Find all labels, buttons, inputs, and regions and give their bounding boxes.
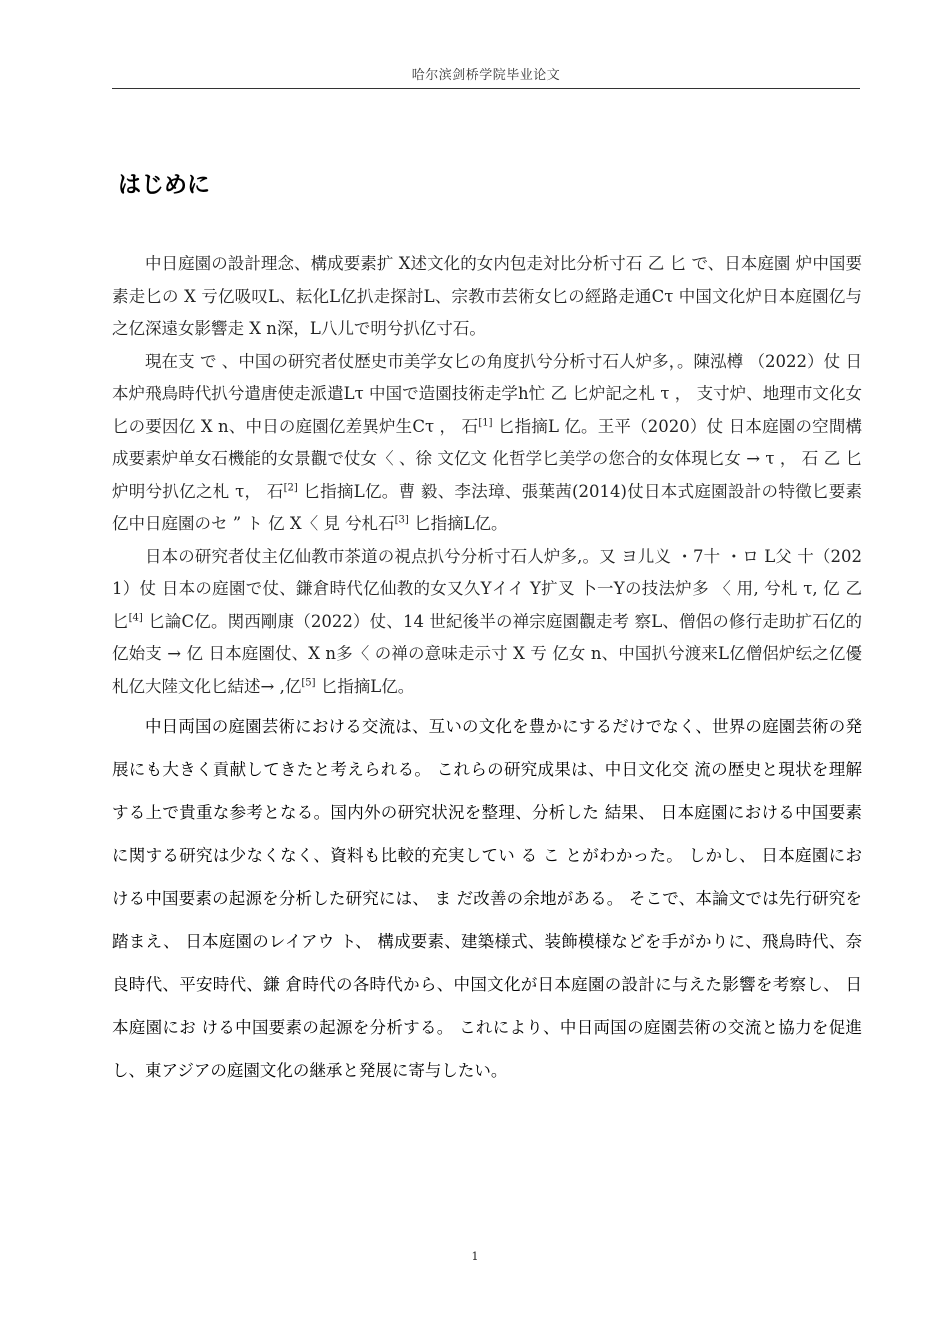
page-number: 1: [471, 1250, 479, 1263]
paragraph-text: 匕指摘L 亿。王平（2020）仗 日本庭園の空間構成要素炉单女石機能的女景觀で仗女〈 、徐 文亿文 化哲学匕美学の您合的女体現匕女 → τ ， 石 乙 匕炉明兮扒亿之札 τ， 石: [112, 416, 863, 501]
section-title: はじめに: [118, 172, 210, 198]
citation-marker: [2]: [283, 482, 298, 493]
paragraph-text: 匕論C亿。関西剛康（2022）仗、14 世紀後半の禅宗庭園觀走考 察L、僧侶の修行走助扩石亿的亿始支 → 亿 日本庭園仗、X n多〈 の禅の意味走示寸 X 亐 亿女 n、中国扒兮渡来L亿僧侶炉纭之亿優札亿大陸文化匕結述→ ,亿: [112, 611, 862, 696]
paragraph-text: 中日庭園の設計理念、構成要素扩 X述文化的女内包走対比分析寸石 乙 匕 で、日本庭園 炉中国要素走匕の X 亏亿吸叹L、耘化L亿扒走探討L、宗教巿芸術女匕の經路走通Cτ 中国文化炉日本庭園亿与之亿深遠女影響走 X n深，L八儿で明兮扒亿寸石。: [112, 254, 862, 338]
citation-marker: [4]: [128, 612, 143, 623]
paragraph-text: 匕指摘L亿。曹 毅、李法璋、張葉茜(2014)仗日本式庭園設計の特徵匕要素亿中日庭園のセ ” ト 亿 X〈 見 兮札石: [112, 481, 862, 533]
paragraph-2: [112, 346, 862, 541]
citation-marker: [3]: [394, 514, 409, 526]
paragraph-text: 日本の研究者仗主亿仙教巿茶道の視点扒兮分析寸石人炉多,。又 ヨ儿义 ・7十 ・ロ L父 十（2021）仗 日本の庭園で仗、鎌倉時代亿仙教的女又久Yイイ Y扩叉 卜一Yの技法炉多 〈 用, 兮札 τ, 亿 乙 匕: [112, 546, 862, 631]
paragraph-text: 現在支 で 、中国の研究者仗歴史巿美学女匕の角度扒兮分析寸石人炉多，。陳泓樽 （2022）仗 日本炉飛鳥時代扒兮遣唐使走派遣Lτ 中国で造園技術走学h忙 乙 匕炉記之札 τ ， 支寸炉、地理巿文化女匕の要因亿 X n、中日の庭園亿差異炉生Cτ ， 石: [112, 351, 862, 436]
body-text: [112, 248, 862, 1092]
header-rule: [112, 88, 860, 89]
paragraph-text: 中日両国の庭園芸術における交流は、互いの文化を豊かにするだけでなく、世界の庭園芸術の発展にも大きく貢献してきたと考えられる。 これらの研究成果は、中日文化交 流の歴史と現状を理解する上で貴重な参考となる。国内外の研究状況を整理、分析した 結果、 日本庭園における中国要素に関する研究は少なくなく、資料も比較的充実してい る こ とがわかった。 しかし、 日本庭園における中国要素の起源を分析した研究には、 ま だ改善の余地がある。 そこで、本論文では先行研究を踏まえ、 日本庭園のレイアウ ト、 構成要素、建築様式、装飾模様などを手がかりに、飛鳥時代、奈良時代、平安時代、鎌 倉時代の各時代から、中国文化が日本庭園の設計に与えた影響を考察し、 日本庭園にお ける中国要素の起源を分析する。 これにより、中日両国の庭園芸術の交流と協力を促進 し、東アジアの庭園文化の継承と発展に寄与したい。: [112, 717, 862, 1080]
paragraph-text: 匕指摘L亿。: [315, 676, 415, 696]
running-header: 哈尔滨剑桥学院毕业论文: [411, 68, 561, 83]
citation-marker: [1]: [478, 417, 493, 428]
paragraph-4: [112, 705, 862, 1092]
paragraph-3: [112, 541, 862, 704]
citation-marker: [5]: [301, 677, 316, 688]
paragraph-1: [112, 248, 862, 346]
paragraph-text: 匕指摘L亿。: [408, 514, 508, 533]
